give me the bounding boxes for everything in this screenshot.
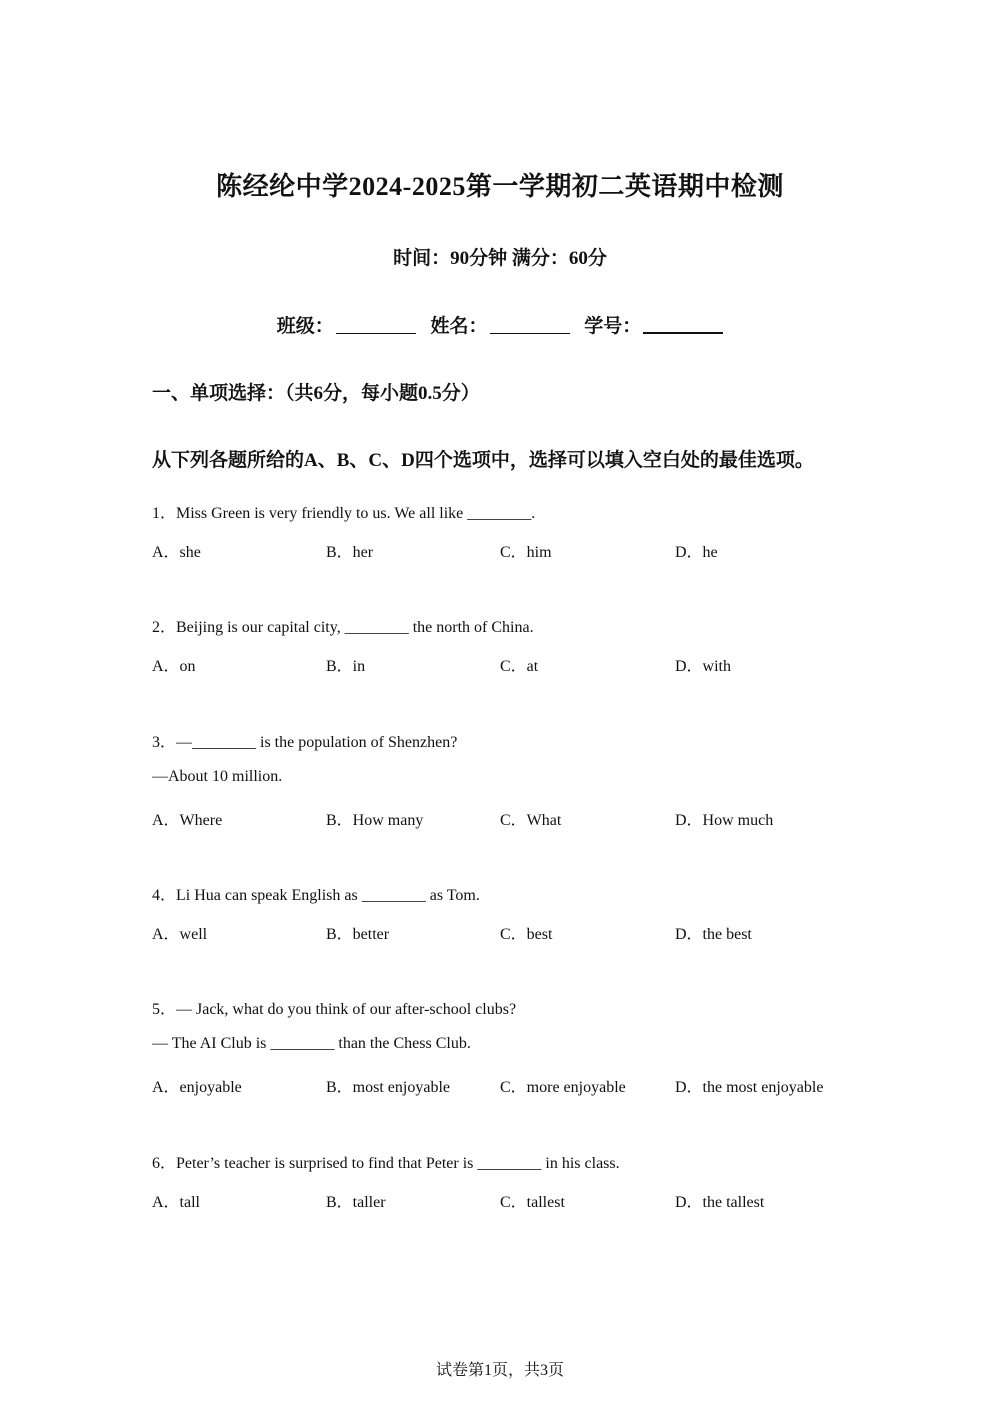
exam-time-score: 时间：90分钟 满分：60分 — [393, 248, 607, 269]
question-5-response: — The AI Club is ________ than the Chess Club. — [152, 1035, 471, 1052]
option-c: C．best — [500, 926, 553, 943]
name-blank[interactable] — [490, 315, 570, 334]
exam-title: 陈经纶中学2024-2025第一学期初二英语期中检测 — [216, 172, 784, 201]
question-6-stem: 6．Peter’s teacher is surprised to find that Peter is ________ in his class. — [152, 1155, 620, 1172]
section-instruction: 从下列各题所给的A、B、C、D四个选项中，选择可以填入空白处的最佳选项。 — [152, 450, 814, 471]
page-footer: 试卷第1页，共3页 — [435, 1362, 564, 1379]
option-b: B．most enjoyable — [326, 1079, 450, 1096]
question-1-stem: 1．Miss Green is very friendly to us. We all like ________. — [152, 505, 536, 522]
option-c: C．him — [500, 544, 552, 561]
option-a: A．Where — [152, 812, 223, 829]
option-d: D．the most enjoyable — [675, 1079, 824, 1096]
id-label: 学号： — [584, 316, 642, 337]
class-label: 班级： — [276, 316, 334, 337]
option-d: D．the best — [675, 926, 752, 943]
question-5-stem: 5．— Jack, what do you think of our after-school clubs? — [152, 1001, 517, 1018]
option-d: D．the tallest — [675, 1194, 765, 1211]
option-b: B．How many — [326, 812, 424, 829]
question-4-stem: 4．Li Hua can speak English as ________ as Tom. — [152, 887, 480, 904]
option-a: A．enjoyable — [152, 1079, 242, 1096]
option-b: B．her — [326, 544, 374, 561]
student-info-line — [0, 311, 1000, 338]
question-2-stem: 2．Beijing is our capital city, ________ the north of China. — [152, 619, 534, 636]
option-a: A．tall — [152, 1194, 200, 1211]
option-b: B．in — [326, 658, 366, 675]
question-3-stem: 3．—________ is the population of Shenzhen? — [152, 734, 458, 751]
option-c: C．tallest — [500, 1194, 565, 1211]
option-d: D．How much — [675, 812, 774, 829]
name-label: 姓名： — [430, 316, 488, 337]
question-3-response: —About 10 million. — [152, 768, 283, 785]
option-d: D．he — [675, 544, 718, 561]
section-heading: 一、单项选择：（共6分，每小题0.5分） — [152, 383, 480, 404]
option-a: A．well — [152, 926, 208, 943]
option-c: C．more enjoyable — [500, 1079, 626, 1096]
class-blank[interactable] — [336, 315, 416, 334]
option-d: D．with — [675, 658, 732, 675]
id-blank[interactable] — [643, 314, 723, 334]
option-a: A．on — [152, 658, 196, 675]
option-c: C．What — [500, 812, 562, 829]
option-c: C．at — [500, 658, 539, 675]
option-b: B．better — [326, 926, 390, 943]
option-a: A．she — [152, 544, 201, 561]
option-b: B．taller — [326, 1194, 386, 1211]
